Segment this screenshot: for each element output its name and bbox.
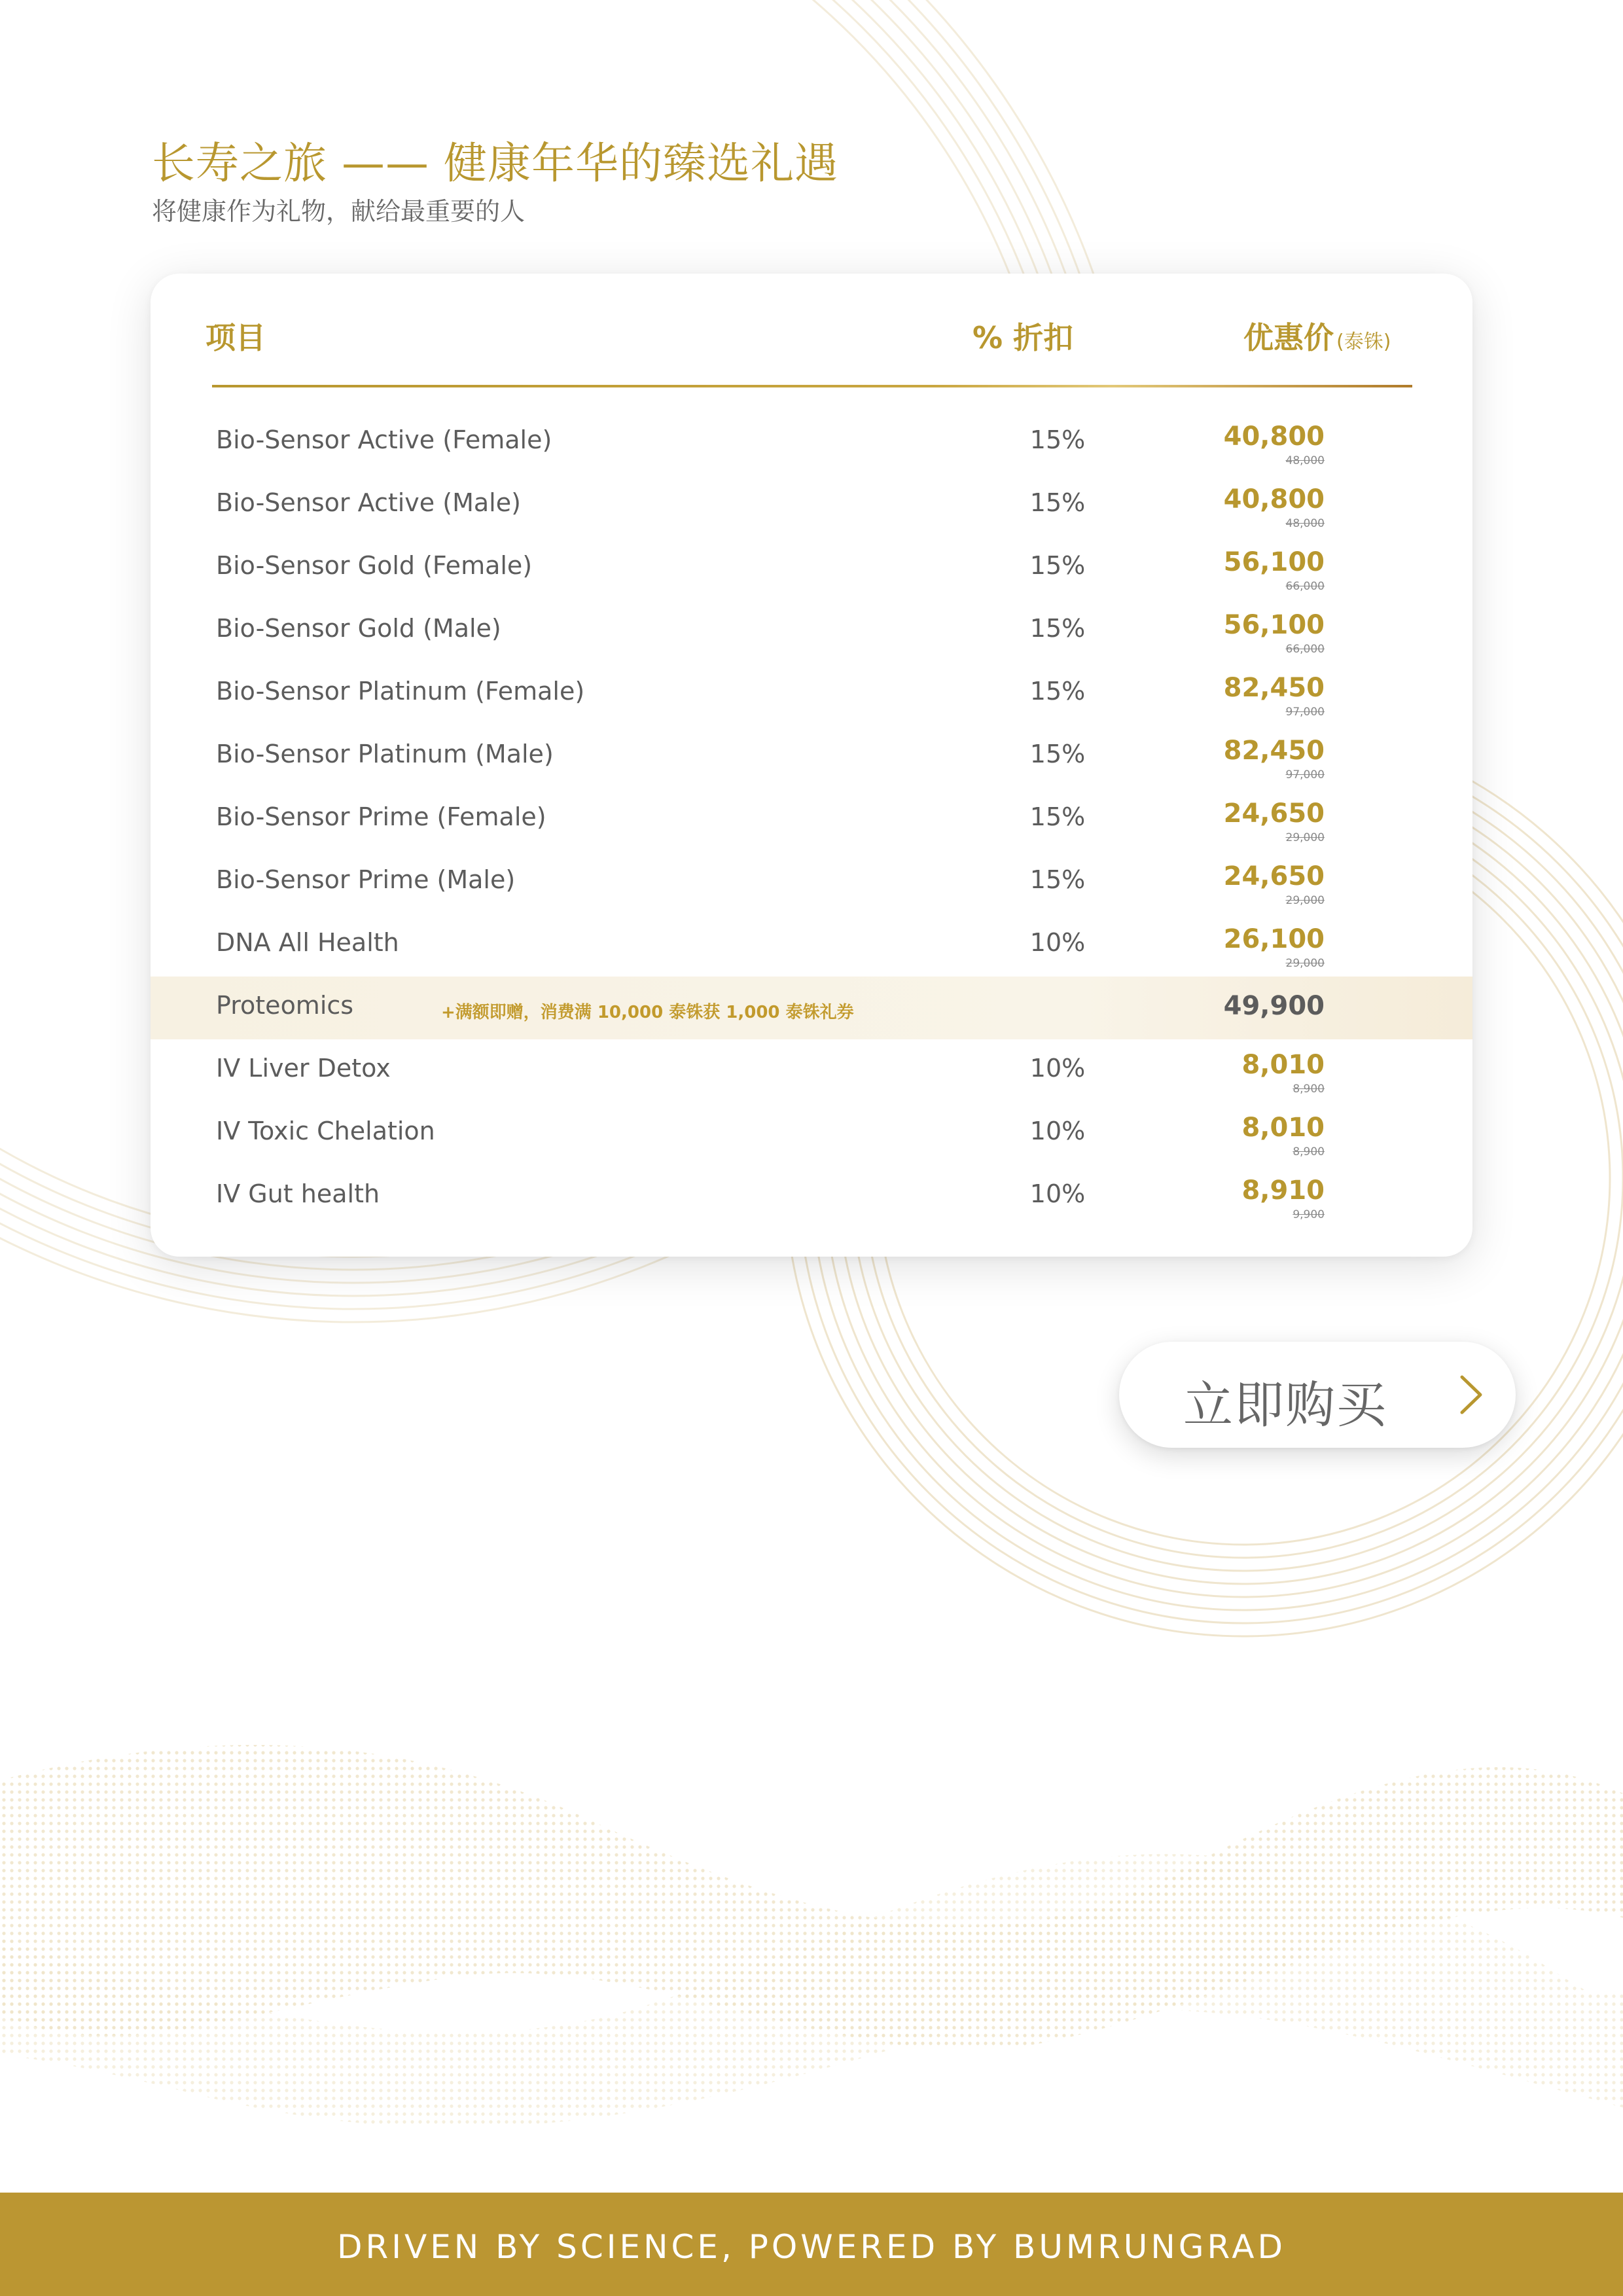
footer-tagline: DRIVEN BY SCIENCE, POWERED BY BUMRUNGRAD (337, 2228, 1286, 2266)
item-name: DNA All Health (216, 928, 399, 957)
item-name: Bio-Sensor Gold (Male) (216, 614, 501, 643)
table-row-highlighted (151, 977, 1472, 1039)
item-price: 8,010 (1241, 1113, 1325, 1143)
item-original-price: 8,900 (1293, 1145, 1325, 1158)
item-name: IV Liver Detox (216, 1054, 391, 1083)
table-row (151, 662, 1472, 725)
item-original-price: 29,000 (1285, 831, 1325, 844)
item-discount: 10% (1029, 1054, 1086, 1083)
buy-now-button[interactable] (1119, 1342, 1516, 1448)
item-discount: 10% (1029, 1179, 1086, 1208)
item-price: 8,010 (1241, 1050, 1325, 1080)
page-title: 长寿之旅 —— 健康年华的臻选礼遇 (152, 138, 838, 188)
item-original-price: 48,000 (1285, 517, 1325, 530)
promo-note: +满额即赠，消费满 10,000 泰铢获 1,000 泰铢礼券 (441, 1003, 854, 1022)
item-discount: 15% (1029, 551, 1086, 580)
item-discount: 10% (1029, 1117, 1086, 1145)
item-original-price: 9,900 (1293, 1208, 1325, 1221)
item-discount: 15% (1029, 488, 1086, 517)
item-original-price: 29,000 (1285, 957, 1325, 970)
table-row (151, 600, 1472, 662)
item-name: Bio-Sensor Platinum (Female) (216, 677, 585, 706)
table-row (151, 474, 1472, 537)
item-discount: 15% (1029, 802, 1086, 831)
column-header-item: 项目 (205, 320, 266, 355)
item-original-price: 8,900 (1293, 1083, 1325, 1096)
item-price: 82,450 (1223, 673, 1325, 703)
table-row (151, 725, 1472, 788)
column-header-price (1243, 314, 1391, 357)
item-discount: 15% (1029, 425, 1086, 454)
item-price: 82,450 (1223, 736, 1325, 766)
table-row (151, 914, 1472, 977)
buy-now-label: 立即购买 (1183, 1376, 1387, 1434)
item-discount: 10% (1029, 928, 1086, 957)
item-original-price: 48,000 (1285, 454, 1325, 467)
table-row (151, 851, 1472, 914)
item-original-price: 66,000 (1285, 643, 1325, 656)
table-row (151, 1039, 1472, 1102)
dotted-wave-decoration (0, 1702, 1623, 2173)
item-name: IV Gut health (216, 1179, 380, 1208)
column-header-price-unit: (泰铢) (1336, 331, 1391, 353)
item-name: Bio-Sensor Prime (Male) (216, 865, 516, 894)
table-row (151, 537, 1472, 600)
item-name: Bio-Sensor Prime (Female) (216, 802, 546, 831)
item-original-price: 29,000 (1285, 894, 1325, 907)
header-divider (212, 385, 1412, 387)
footer-banner (0, 2193, 1623, 2296)
item-discount: 15% (1029, 614, 1086, 643)
item-original-price: 97,000 (1285, 768, 1325, 781)
item-discount: 15% (1029, 677, 1086, 706)
item-price: 49,900 (1223, 991, 1325, 1021)
item-price: 26,100 (1223, 924, 1325, 954)
item-discount: 15% (1029, 740, 1086, 768)
column-header-price-label: 优惠价 (1243, 320, 1334, 355)
column-header-discount: % 折扣 (972, 320, 1074, 355)
item-price: 8,910 (1241, 1175, 1325, 1206)
item-discount: 15% (1029, 865, 1086, 894)
page-subtitle: 将健康作为礼物，献给最重要的人 (152, 197, 526, 226)
chevron-right-icon (1448, 1372, 1493, 1418)
table-row (151, 411, 1472, 474)
item-price: 24,650 (1223, 798, 1325, 829)
item-price: 24,650 (1223, 861, 1325, 891)
item-name: Bio-Sensor Platinum (Male) (216, 740, 554, 768)
table-row (151, 1165, 1472, 1228)
item-original-price: 66,000 (1285, 580, 1325, 593)
item-price: 56,100 (1223, 610, 1325, 640)
item-name: Bio-Sensor Active (Male) (216, 488, 521, 517)
item-name: IV Toxic Chelation (216, 1117, 435, 1145)
table-row (151, 1102, 1472, 1165)
item-price: 40,800 (1223, 422, 1325, 452)
item-name: Bio-Sensor Active (Female) (216, 425, 552, 454)
item-name: Proteomics (216, 991, 354, 1020)
item-name: Bio-Sensor Gold (Female) (216, 551, 533, 580)
item-price: 56,100 (1223, 547, 1325, 577)
item-price: 40,800 (1223, 484, 1325, 514)
item-original-price: 97,000 (1285, 706, 1325, 719)
table-row (151, 788, 1472, 851)
price-table-card (151, 274, 1472, 1257)
